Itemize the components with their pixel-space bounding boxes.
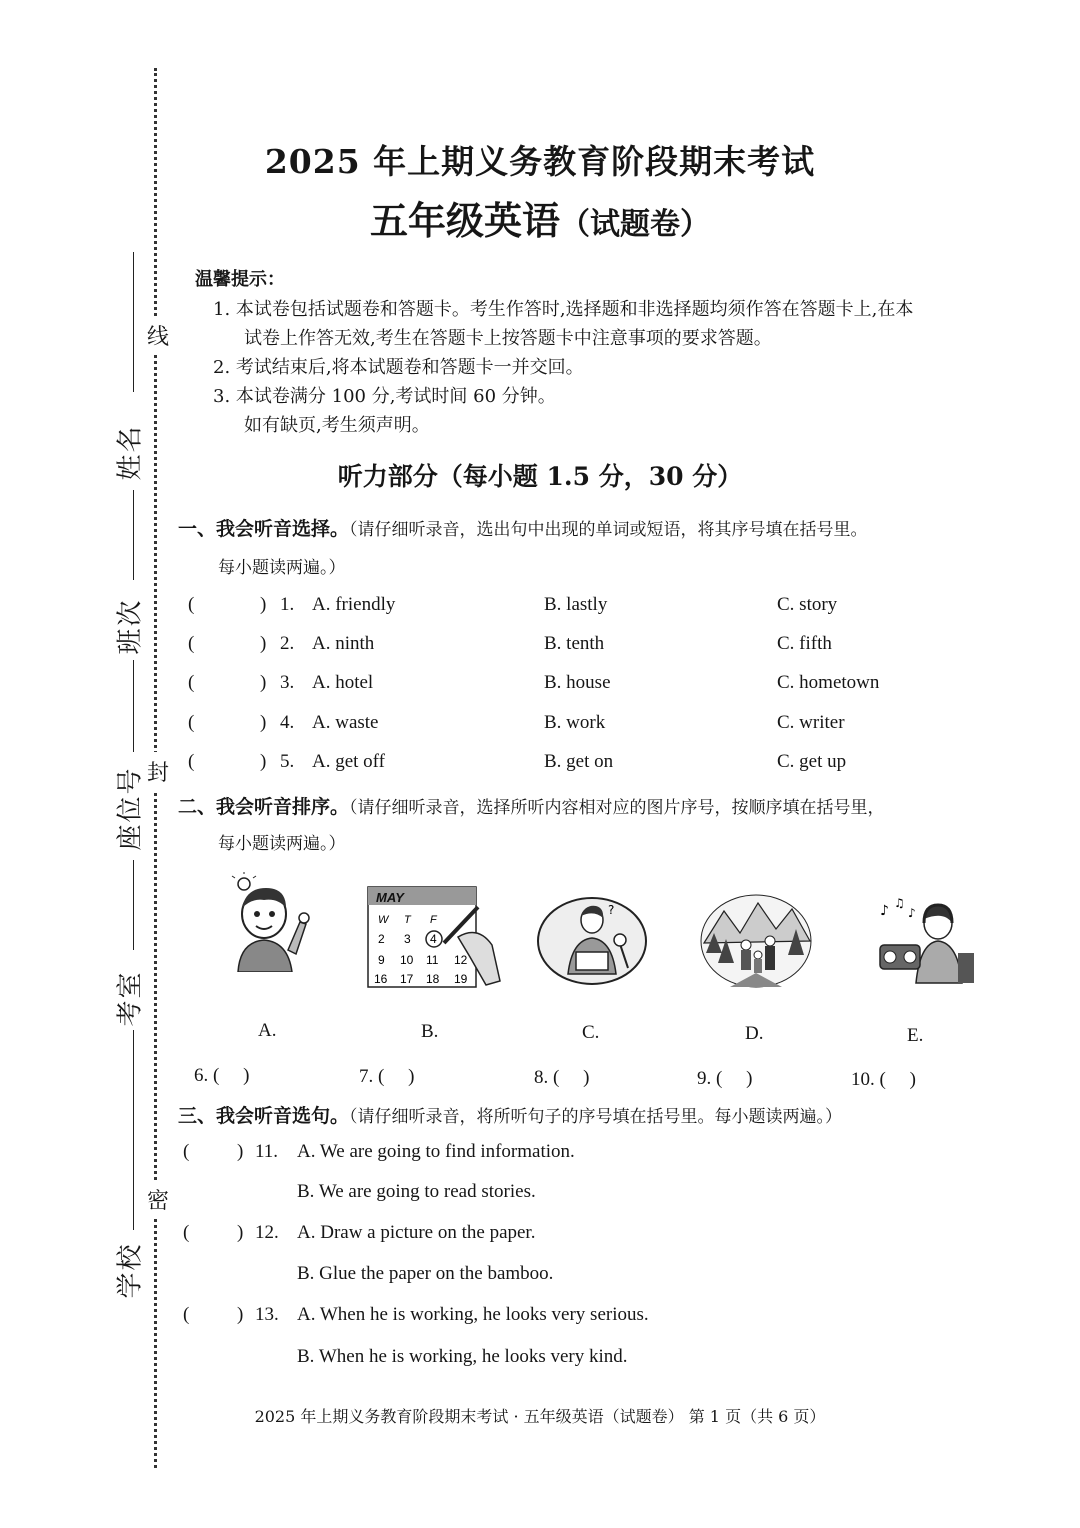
- tip-1-line-2: 试卷上作答无效,考生在答题卡上按答题卡中注意事项的要求答题。: [244, 328, 772, 349]
- paper-type: （试题卷）: [560, 207, 710, 242]
- answer-paren-close: ): [237, 1141, 244, 1162]
- answer-paren-open[interactable]: (: [188, 751, 195, 772]
- section3-note: （请仔细听录音，将所听句子的序号填在括号里。每小题读两遍。）: [349, 1107, 843, 1127]
- option-c: C. get up: [777, 751, 847, 772]
- section3-heading-row: [178, 1101, 842, 1128]
- school-blank-line[interactable]: [133, 1030, 134, 1230]
- answer-paren-close: ): [260, 672, 267, 693]
- answer-blank-10[interactable]: 10. ( ): [851, 1069, 916, 1090]
- option-a: A. waste: [312, 712, 379, 733]
- option-b: B. When he is working, he looks very kind.: [297, 1346, 628, 1367]
- answer-paren-close: ): [260, 751, 267, 772]
- answer-paren-close: ): [260, 594, 267, 615]
- option-b: B. work: [544, 712, 606, 733]
- field-seat-label: 座位号: [115, 766, 146, 851]
- answer-blank-7[interactable]: 7. ( ): [359, 1066, 415, 1087]
- cal-head-w: W: [378, 914, 389, 926]
- option-a: A. When he is working, he looks very serious.: [297, 1304, 649, 1325]
- cal-head-t: T: [404, 914, 411, 926]
- svg-text:♪: ♪: [908, 906, 916, 920]
- field-name-label: 姓名: [115, 424, 146, 481]
- section1-heading: 一、我会听音选择。: [178, 518, 350, 540]
- cal-day: 10: [400, 953, 414, 967]
- picture-a-boy-idea: [222, 872, 318, 972]
- picture-label-a: A.: [258, 1020, 277, 1041]
- option-c: C. hometown: [777, 672, 880, 693]
- q12-block: [183, 1222, 783, 1302]
- q-number: 4.: [280, 712, 295, 733]
- q-number: 2.: [280, 633, 295, 654]
- picture-label-c: C.: [582, 1022, 600, 1043]
- option-a: A. We are going to find information.: [297, 1141, 575, 1162]
- section3-heading: 三、我会听音选句。: [178, 1105, 350, 1127]
- class-blank-line[interactable]: [133, 490, 134, 580]
- q13-block: [183, 1304, 783, 1384]
- picture-label-b: B.: [421, 1021, 439, 1042]
- option-a: A. get off: [312, 751, 385, 772]
- svg-text:♪: ♪: [880, 903, 889, 919]
- field-class-label: 班次: [115, 598, 146, 655]
- answer-paren-open[interactable]: (: [188, 712, 195, 733]
- option-b: B. Glue the paper on the bamboo.: [297, 1263, 554, 1284]
- field-school-label: 学校: [115, 1242, 146, 1299]
- option-a: A. hotel: [312, 672, 374, 693]
- cal-day: 12: [454, 953, 468, 967]
- tip-1-line-1: 1. 本试卷包括试题卷和答题卡。考生作答时,选择题和非选择题均须作答在答题卡上,在本: [213, 299, 914, 320]
- listening-part-title: 听力部分（每小题 1.5 分，30 分）: [337, 462, 743, 491]
- answer-paren-close: ): [260, 712, 267, 733]
- answer-paren-open[interactable]: (: [188, 633, 195, 654]
- q-number: 1.: [280, 594, 295, 615]
- section2-heading-row: [178, 792, 885, 819]
- section1-note-cont: 每小题读两遍。）: [218, 558, 346, 578]
- q-number: 13.: [255, 1304, 279, 1325]
- cal-day-circled: 4: [430, 932, 437, 946]
- exam-subtitle: [0, 190, 1080, 245]
- cal-day: 18: [426, 972, 440, 986]
- cal-day: 17: [400, 972, 414, 986]
- seat-blank-line[interactable]: [133, 660, 134, 752]
- seal-char-mi: 密: [147, 1180, 169, 1219]
- answer-paren-open[interactable]: (: [188, 672, 195, 693]
- cal-head-f: F: [430, 914, 437, 926]
- page-footer: 2025 年上期义务教育阶段期末考试 · 五年级英语（试题卷） 第 1 页（共 6 页）: [254, 1407, 826, 1426]
- field-room-label: 考室: [115, 970, 146, 1027]
- name-blank-line[interactable]: [133, 252, 134, 392]
- picture-e-listening-music: [872, 893, 976, 989]
- picture-label-d: D.: [745, 1023, 764, 1044]
- cal-day: 3: [404, 932, 411, 946]
- answer-paren-open[interactable]: (: [183, 1304, 190, 1325]
- q-number: 12.: [255, 1222, 279, 1243]
- option-a: A. friendly: [312, 594, 396, 615]
- section2-note: （请仔细听录音，选择所听内容相对应的图片序号，按顺序填在括号里，: [349, 798, 885, 818]
- calendar-month: MAY: [376, 890, 404, 905]
- seal-char-xian: 线: [147, 316, 169, 355]
- answer-paren-open[interactable]: (: [183, 1141, 190, 1162]
- answer-paren-open[interactable]: (: [183, 1222, 190, 1243]
- option-b: B. We are going to read stories.: [297, 1181, 536, 1202]
- section2-heading: 二、我会听音排序。: [178, 796, 350, 818]
- tip-2: 2. 考试结束后,将本试题卷和答题卡一并交回。: [213, 357, 584, 378]
- answer-paren-close: ): [237, 1304, 244, 1325]
- cal-day: 19: [454, 972, 468, 986]
- cal-day: 9: [378, 953, 385, 967]
- answer-blank-9[interactable]: 9. ( ): [697, 1068, 753, 1089]
- section1-heading-row: [178, 514, 868, 541]
- section1-note: （请仔细听录音，选出句中出现的单词或短语，将其序号填在括号里。: [349, 520, 868, 540]
- option-b: B. get on: [544, 751, 614, 772]
- room-blank-line[interactable]: [133, 860, 134, 950]
- tips-heading: 温馨提示：: [195, 269, 285, 290]
- option-b: B. house: [544, 672, 611, 693]
- svg-text:♫: ♫: [894, 896, 905, 910]
- subject-name: 五年级英语: [369, 199, 560, 243]
- answer-paren-close: ): [260, 633, 267, 654]
- picture-b-calendar: [366, 885, 502, 989]
- picture-label-e: E.: [907, 1025, 924, 1046]
- answer-paren-close: ): [237, 1222, 244, 1243]
- option-b: B. tenth: [544, 633, 605, 654]
- q11-block: [183, 1141, 783, 1221]
- exam-title: 2025 年上期义务教育阶段期末考试: [264, 142, 816, 181]
- picture-c-person-working: [536, 896, 648, 986]
- option-a: A. Draw a picture on the paper.: [297, 1222, 536, 1243]
- option-c: C. story: [777, 594, 838, 615]
- cal-day: 11: [426, 953, 439, 967]
- answer-blank-8[interactable]: 8. ( ): [534, 1067, 590, 1088]
- section2-note-cont: 每小题读两遍。）: [218, 834, 346, 854]
- answer-paren-open[interactable]: (: [188, 594, 195, 615]
- cal-day: 2: [378, 932, 385, 946]
- cal-day: 16: [374, 972, 388, 986]
- tip-3-cont: 如有缺页,考生须声明。: [244, 415, 430, 436]
- option-b: B. lastly: [544, 594, 608, 615]
- tip-3: 3. 本试卷满分 100 分,考试时间 60 分钟。: [213, 386, 556, 407]
- option-c: C. writer: [777, 712, 845, 733]
- option-a: A. ninth: [312, 633, 375, 654]
- q-number: 5.: [280, 751, 295, 772]
- answer-blank-6[interactable]: 6. ( ): [194, 1065, 250, 1086]
- option-c: C. fifth: [777, 633, 832, 654]
- q-number: 11.: [255, 1141, 279, 1162]
- seal-char-feng: 封: [147, 752, 169, 791]
- picture-d-family-mountains: [700, 893, 812, 989]
- svg-text:?: ?: [608, 903, 615, 917]
- q-number: 3.: [280, 672, 295, 693]
